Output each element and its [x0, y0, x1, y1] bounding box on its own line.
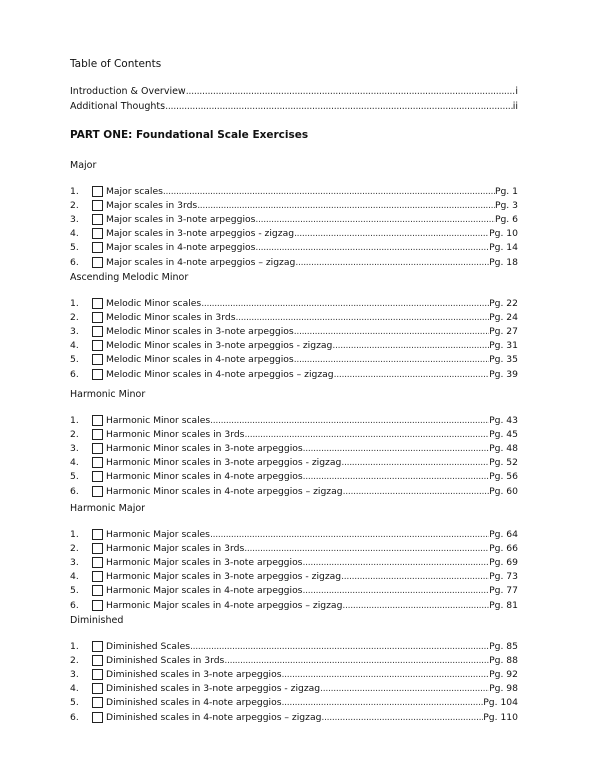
- item-page: Pg. 27: [489, 325, 518, 337]
- dot-leader: [295, 257, 489, 268]
- item-number: 6.: [70, 256, 79, 268]
- item-number: 6.: [70, 711, 79, 723]
- item-number: 3.: [70, 442, 79, 454]
- dot-leader: [320, 683, 489, 694]
- checkbox[interactable]: [92, 457, 103, 468]
- item-page: Pg. 35: [489, 354, 518, 366]
- checkbox[interactable]: [92, 557, 103, 568]
- toc-item: [70, 555, 518, 569]
- item-number: 2.: [70, 428, 79, 440]
- dot-leader: [294, 228, 489, 239]
- section-harmonic-minor: [70, 389, 518, 498]
- dot-leader: [302, 557, 489, 568]
- dot-leader: [302, 585, 489, 596]
- checkbox[interactable]: [92, 486, 103, 497]
- toc-item: [70, 682, 518, 696]
- item-page: Pg. 45: [489, 428, 518, 440]
- item-page: Pg. 52: [489, 457, 518, 469]
- dot-leader: [163, 186, 495, 197]
- item-page: Pg. 64: [489, 528, 518, 540]
- checkbox[interactable]: [92, 543, 103, 554]
- dot-leader: [303, 471, 489, 482]
- toc-entry-label: Introduction & Overview: [70, 86, 186, 97]
- item-number: 5.: [70, 242, 79, 254]
- item-number: 1.: [70, 414, 79, 426]
- dot-leader: [210, 529, 489, 540]
- checkbox[interactable]: [92, 571, 103, 582]
- item-page: Pg. 18: [489, 256, 518, 268]
- dot-leader: [334, 369, 489, 380]
- dot-leader: [321, 712, 483, 723]
- item-number: 4.: [70, 228, 79, 240]
- item-page: Pg. 56: [489, 471, 518, 483]
- item-number: 1.: [70, 297, 79, 309]
- item-page: Pg. 85: [489, 640, 518, 652]
- item-label: Major scales in 4-note arpeggios: [106, 242, 256, 254]
- item-number: 4.: [70, 571, 79, 583]
- toc-item: [70, 339, 518, 353]
- section-heading: Ascending Melodic Minor: [70, 272, 189, 283]
- item-label: Harmonic Minor scales in 3-note arpeggios - zigzag: [106, 457, 342, 469]
- item-label: Diminished scales in 4-note arpeggios – zigzag: [106, 711, 322, 723]
- toc-item: [70, 296, 518, 310]
- dot-leader: [190, 641, 489, 652]
- item-label: Melodic Minor scales in 4-note arpeggios: [106, 354, 294, 366]
- item-number: 4.: [70, 683, 79, 695]
- checkbox[interactable]: [92, 429, 103, 440]
- toc-item: [70, 413, 518, 427]
- part-title: PART ONE: Foundational Scale Exercises: [70, 129, 309, 141]
- checkbox[interactable]: [92, 697, 103, 708]
- checkbox[interactable]: [92, 326, 103, 337]
- item-label: Melodic Minor scales in 4-note arpeggios – zigzag: [106, 368, 334, 380]
- toc-item: [70, 710, 518, 724]
- dot-leader: [244, 429, 489, 440]
- item-number: 4.: [70, 340, 79, 352]
- toc-entry-page: i: [515, 86, 518, 97]
- item-number: 1.: [70, 528, 79, 540]
- item-page: Pg. 110: [483, 711, 518, 723]
- toc-item: [70, 639, 518, 653]
- item-label: Harmonic Minor scales in 4-note arpeggios: [106, 471, 303, 483]
- checkbox[interactable]: [92, 415, 103, 426]
- item-number: 5.: [70, 471, 79, 483]
- checkbox[interactable]: [92, 242, 103, 253]
- item-label: Melodic Minor scales in 3rds: [106, 311, 236, 323]
- item-label: Harmonic Major scales in 4-note arpeggios: [106, 585, 303, 597]
- checkbox[interactable]: [92, 655, 103, 666]
- item-page: Pg. 98: [489, 683, 518, 695]
- checkbox[interactable]: [92, 312, 103, 323]
- item-page: Pg. 92: [489, 668, 518, 680]
- item-label: Diminished Scales: [106, 640, 191, 652]
- item-label: Diminished Scales in 3rds: [106, 654, 225, 666]
- item-number: 1.: [70, 185, 79, 197]
- toc-item: [70, 198, 518, 212]
- item-label: Major scales in 4-note arpeggios – zigzag: [106, 256, 296, 268]
- toc-item: [70, 427, 518, 441]
- toc-item: [70, 570, 518, 584]
- toc-item: [70, 227, 518, 241]
- item-page: Pg. 104: [483, 697, 518, 709]
- dot-leader: [294, 354, 489, 365]
- toc-item: [70, 353, 518, 367]
- checkbox[interactable]: [92, 669, 103, 680]
- item-page: Pg. 22: [489, 297, 518, 309]
- checkbox[interactable]: [92, 529, 103, 540]
- item-number: 3.: [70, 213, 79, 225]
- dot-leader: [255, 214, 495, 225]
- toc-entry-label: Additional Thoughts: [70, 100, 166, 112]
- section-major: [70, 160, 518, 269]
- checkbox[interactable]: [92, 228, 103, 239]
- section-diminished: [70, 615, 518, 724]
- item-page: Pg. 1: [494, 185, 518, 197]
- item-label: Harmonic Minor scales: [106, 414, 211, 426]
- item-number: 3.: [70, 325, 79, 337]
- toc-item: [70, 367, 518, 381]
- item-number: 3.: [70, 556, 79, 568]
- toc-item: [70, 696, 518, 710]
- item-number: 2.: [70, 654, 79, 666]
- item-label: Harmonic Minor scales in 3-note arpeggios: [106, 442, 303, 454]
- dot-leader: [343, 486, 490, 497]
- checkbox[interactable]: [92, 354, 103, 365]
- item-label: Harmonic Major scales: [106, 528, 210, 540]
- item-label: Melodic Minor scales in 3-note arpeggios - zigzag: [106, 340, 333, 352]
- item-label: Harmonic Minor scales in 3rds: [106, 428, 245, 440]
- item-label: Melodic Minor scales: [106, 297, 202, 309]
- item-number: 5.: [70, 585, 79, 597]
- checkbox[interactable]: [92, 257, 103, 268]
- toc-item: [70, 484, 518, 498]
- item-label: Harmonic Major scales in 3-note arpeggios: [106, 556, 303, 568]
- item-page: Pg. 88: [489, 654, 518, 666]
- checkbox[interactable]: [92, 641, 103, 652]
- toc-item: [70, 184, 518, 198]
- item-number: 1.: [70, 640, 79, 652]
- item-number: 6.: [70, 599, 79, 611]
- dot-leader: [186, 86, 516, 97]
- item-page: Pg. 60: [489, 485, 518, 497]
- toc-item: [70, 598, 518, 612]
- checkbox[interactable]: [92, 683, 103, 694]
- item-page: Pg. 43: [489, 414, 518, 426]
- item-label: Harmonic Major scales in 4-note arpeggios – zigzag: [106, 599, 343, 611]
- item-page: Pg. 48: [489, 442, 518, 454]
- item-label: Diminished scales in 3-note arpeggios - zigzag: [106, 683, 321, 695]
- item-page: Pg. 10: [489, 228, 518, 240]
- item-number: 6.: [70, 485, 79, 497]
- dot-leader: [255, 242, 489, 253]
- section-heading: Diminished: [70, 615, 124, 626]
- dot-leader: [197, 200, 495, 211]
- checkbox[interactable]: [92, 186, 103, 197]
- dot-leader: [294, 326, 489, 337]
- item-number: 2.: [70, 311, 79, 323]
- item-number: 5.: [70, 354, 79, 366]
- dot-leader: [342, 600, 489, 611]
- toc-item: [70, 212, 518, 226]
- toc-item: [70, 310, 518, 324]
- dot-leader: [282, 669, 490, 680]
- item-page: Pg. 77: [489, 585, 518, 597]
- item-page: Pg. 81: [489, 599, 518, 611]
- checkbox[interactable]: [92, 600, 103, 611]
- toc-entry-page: ii: [512, 100, 518, 112]
- dot-leader: [341, 571, 489, 582]
- toc-item: [70, 470, 518, 484]
- checkbox[interactable]: [92, 471, 103, 482]
- item-number: 2.: [70, 199, 79, 211]
- item-label: Major scales in 3-note arpeggios - zigzag: [106, 228, 295, 240]
- item-page: Pg. 3: [494, 199, 518, 211]
- dot-leader: [236, 312, 490, 323]
- section-heading: Major: [70, 160, 97, 171]
- section-ascending-melodic-minor: [70, 272, 518, 381]
- section-heading: Harmonic Minor: [70, 389, 146, 400]
- toc-item: [70, 527, 518, 541]
- item-label: Diminished scales in 4-note arpeggios: [106, 697, 282, 709]
- toc-item: [70, 653, 518, 667]
- toc-item: [70, 456, 518, 470]
- item-page: Pg. 66: [489, 542, 518, 554]
- item-number: 3.: [70, 668, 79, 680]
- toc-entry-additional-thoughts[interactable]: [70, 101, 518, 116]
- item-number: 6.: [70, 368, 79, 380]
- dot-leader: [282, 697, 484, 708]
- dot-leader: [303, 443, 489, 454]
- item-label: Major scales in 3-note arpeggios: [106, 213, 256, 225]
- toc-item: [70, 241, 518, 255]
- checkbox[interactable]: [92, 298, 103, 309]
- item-number: 2.: [70, 542, 79, 554]
- dot-leader: [244, 543, 489, 554]
- item-page: Pg. 24: [489, 311, 518, 323]
- item-label: Major scales: [106, 185, 163, 197]
- front-matter-list: [70, 86, 518, 115]
- item-page: Pg. 14: [489, 242, 518, 254]
- checkbox[interactable]: [92, 200, 103, 211]
- checkbox[interactable]: [92, 443, 103, 454]
- item-number: 5.: [70, 697, 79, 709]
- item-label: Harmonic Major scales in 3-note arpeggios - zigzag: [106, 571, 342, 583]
- checkbox[interactable]: [92, 585, 103, 596]
- item-page: Pg. 6: [494, 213, 518, 225]
- dot-leader: [332, 340, 489, 351]
- item-page: Pg. 69: [489, 556, 518, 568]
- toc-item: [70, 541, 518, 555]
- section-harmonic-major: [70, 503, 518, 612]
- toc-item: [70, 667, 518, 681]
- toc-item: [70, 441, 518, 455]
- toc-item: [70, 324, 518, 338]
- dot-leader: [165, 101, 513, 112]
- item-page: Pg. 39: [489, 368, 518, 380]
- checkbox[interactable]: [92, 340, 103, 351]
- dot-leader: [341, 457, 489, 468]
- dot-leader: [210, 415, 489, 426]
- item-label: Major scales in 3rds: [106, 199, 198, 211]
- toc-item: [70, 255, 518, 269]
- dot-leader: [201, 298, 489, 309]
- item-label: Melodic Minor scales in 3-note arpeggios: [106, 325, 294, 337]
- checkbox[interactable]: [92, 214, 103, 225]
- dot-leader: [224, 655, 489, 666]
- toc-item: [70, 584, 518, 598]
- section-heading: Harmonic Major: [70, 503, 146, 514]
- checkbox[interactable]: [92, 369, 103, 380]
- page-title: Table of Contents: [70, 58, 162, 70]
- item-number: 4.: [70, 457, 79, 469]
- checkbox[interactable]: [92, 712, 103, 723]
- toc-entry-introduction[interactable]: [70, 86, 518, 101]
- item-page: Pg. 31: [489, 340, 518, 352]
- item-label: Harmonic Major scales in 3rds: [106, 542, 245, 554]
- item-page: Pg. 73: [489, 571, 518, 583]
- item-label: Harmonic Minor scales in 4-note arpeggios – zigzag: [106, 485, 343, 497]
- item-label: Diminished scales in 3-note arpeggios: [106, 668, 282, 680]
